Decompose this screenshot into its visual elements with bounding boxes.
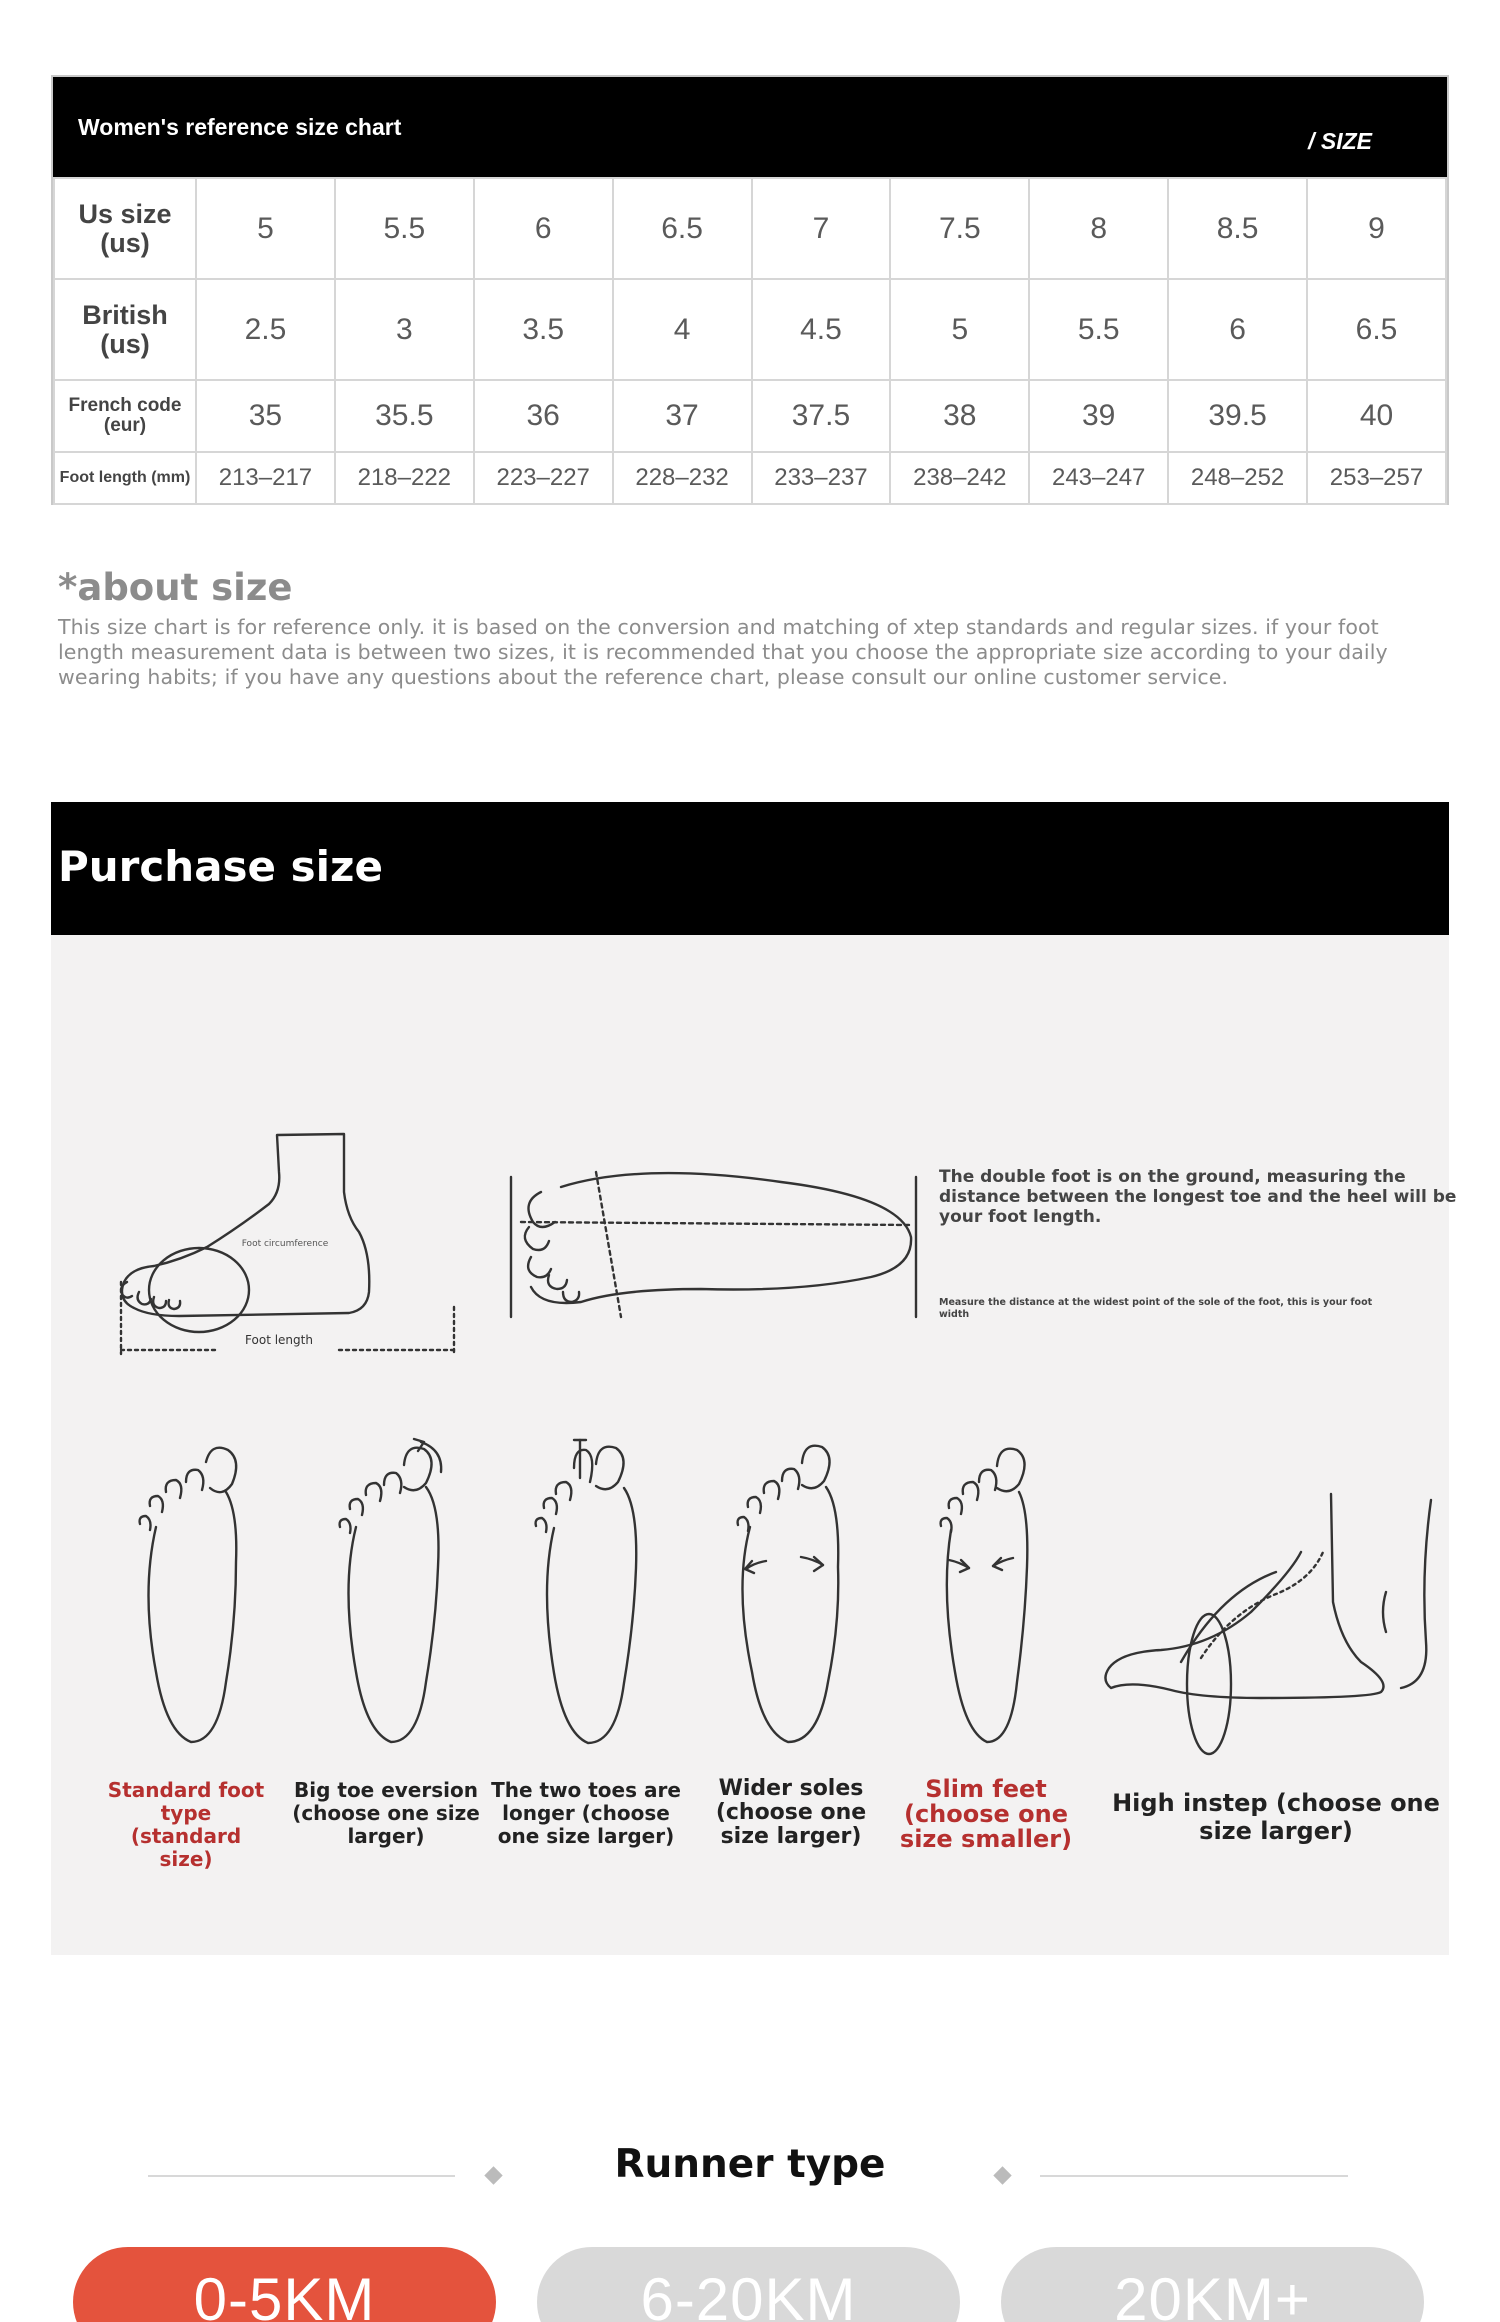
side-foot-illustration [109,1132,459,1372]
purchase-size-header [51,802,1449,935]
size-cell: 223–227 [474,452,613,504]
foot-length-label: Foot length [245,1333,313,1347]
size-row-header: French code (eur) [54,380,196,452]
size-cell: 218–222 [335,452,474,504]
size-chart [51,75,1449,505]
size-cell: 238–242 [890,452,1029,504]
size-cell: 38 [890,380,1029,452]
size-cell: 2.5 [196,279,335,380]
size-cell: 3 [335,279,474,380]
high-instep-icon [1101,1492,1451,1752]
runner-option-20km-plus[interactable]: 20KM+ [1001,2247,1424,2322]
size-cell: 35 [196,380,335,452]
wider-soles-icon [726,1437,846,1747]
size-cell: 37 [613,380,752,452]
size-cell: 8 [1029,178,1168,279]
size-cell: 233–237 [752,452,891,504]
runner-option-6-20km[interactable]: 6-20KM [537,2247,960,2322]
size-cell: 37.5 [752,380,891,452]
size-cell: 4 [613,279,752,380]
size-cell: 6 [1168,279,1307,380]
purchase-size-title: Purchase size [58,842,383,891]
size-cell: 40 [1307,380,1446,452]
size-table-row [54,279,1446,380]
foot-type-caption-wider: Wider soles (choose one size larger) [715,1776,867,1849]
size-cell: 36 [474,380,613,452]
size-cell: 8.5 [1168,178,1307,279]
size-chart-header [53,77,1447,177]
size-cell: 6.5 [613,178,752,279]
purchase-size [51,802,1457,1955]
about-size-text: This size chart is for reference only. it is based on the conversion and matching of xtep standards and regular sizes. if your foot length measurement data is between two sizes, it is recommended that you choose the appropriate size according to your daily wearing habits; if you have any questions about the reference chart, please consult our online customer service. [58,615,1388,689]
sole-width-illustration [501,1167,926,1327]
runner-type-section [0,2130,1500,2322]
size-cell: 4.5 [752,279,891,380]
size-cell: 5.5 [335,178,474,279]
size-cell: 248–252 [1168,452,1307,504]
foot-type-caption-high-instep: High instep (choose one size larger) [1112,1789,1440,1845]
runner-type-title: Runner type [614,2142,886,2187]
size-unit-label: / SIZE [1308,128,1372,154]
size-chart-title: Women's reference size chart [78,114,402,140]
foot-circumference-label: Foot circumference [241,1239,329,1249]
slim-feet-icon [931,1442,1041,1747]
about-size [58,566,1448,690]
size-cell: 9 [1307,178,1446,279]
standard-foot-icon [126,1442,246,1747]
size-cell: 228–232 [613,452,752,504]
size-cell: 39 [1029,380,1168,452]
size-table-row [54,380,1446,452]
size-cell: 213–217 [196,452,335,504]
size-cell: 35.5 [335,380,474,452]
foot-width-note: Measure the distance at the widest point of the sole of the foot, this is your foot width [939,1297,1373,1320]
size-cell: 5 [196,178,335,279]
runner-option-0-5km[interactable]: 0-5KM [73,2247,496,2322]
size-row-header: Foot length (mm) [54,452,196,504]
size-table [53,177,1447,505]
size-table-row [54,452,1446,504]
size-cell: 253–257 [1307,452,1446,504]
foot-type-caption-big-toe: Big toe eversion (choose one size larger) [292,1778,480,1848]
size-row-header: British (us) [54,279,196,380]
size-cell: 7 [752,178,891,279]
size-cell: 39.5 [1168,380,1307,452]
size-cell: 6 [474,178,613,279]
about-size-heading: *about size [58,566,293,609]
size-cell: 5 [890,279,1029,380]
size-table-row [54,178,1446,279]
foot-type-caption-standard: Standard foot type (standard size) [107,1778,265,1871]
runner-divider-right [1040,2175,1348,2177]
foot-type-caption-slim: Slim feet (choose one size smaller) [899,1775,1073,1853]
size-row-header: Us size (us) [54,178,196,279]
big-toe-eversion-icon [326,1437,456,1747]
size-cell: 3.5 [474,279,613,380]
foot-type-caption-two-toes: The two toes are longer (choose one size larger) [491,1778,681,1848]
size-cell: 243–247 [1029,452,1168,504]
foot-length-note: The double foot is on the ground, measuring the distance between the longest toe and the heel will be your foot length. [939,1167,1457,1227]
size-cell: 6.5 [1307,279,1446,380]
two-toes-longer-icon [526,1438,646,1748]
size-cell: 7.5 [890,178,1029,279]
size-cell: 5.5 [1029,279,1168,380]
